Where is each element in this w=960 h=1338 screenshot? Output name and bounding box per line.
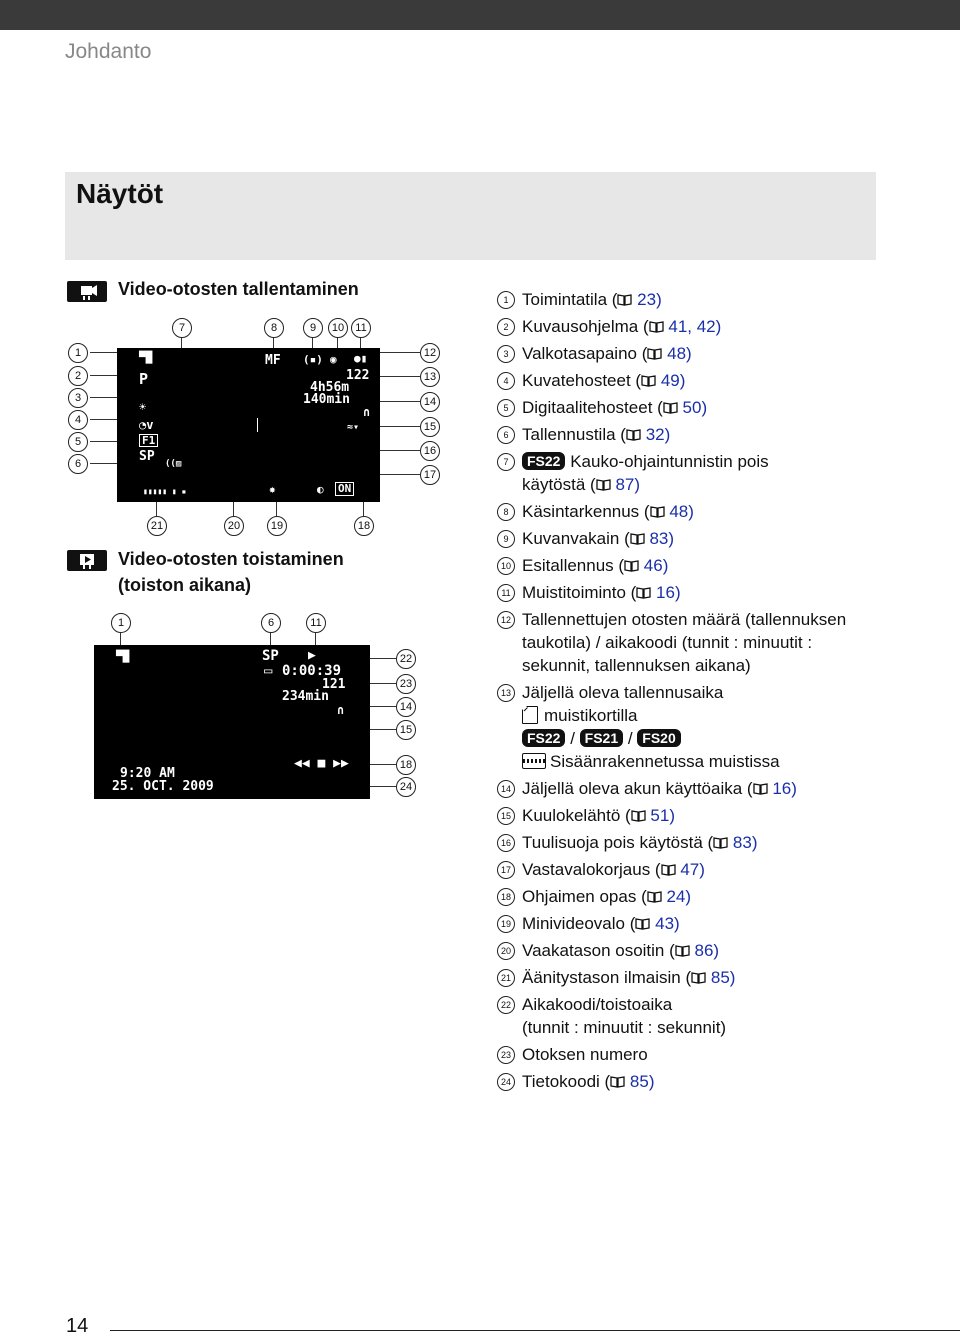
- callout-4: 4: [68, 410, 88, 430]
- page-ref[interactable]: 24): [666, 887, 692, 906]
- callout-21: 21: [147, 516, 167, 536]
- model-badge: FS21: [580, 729, 623, 747]
- pb-date: 25. OCT. 2009: [112, 779, 214, 794]
- digital-effect: F1: [139, 434, 158, 447]
- book-icon: [624, 560, 639, 572]
- legend-text: Otoksen numero: [522, 1045, 648, 1064]
- page-ref[interactable]: 43): [655, 914, 680, 933]
- memory-card-icon: [522, 706, 538, 724]
- page-ref[interactable]: 32): [645, 425, 671, 444]
- legend-number: 8: [497, 503, 515, 521]
- book-icon: [663, 402, 678, 414]
- callout-pb-6: 6: [261, 613, 281, 633]
- model-badge: FS20: [637, 729, 680, 747]
- audio-level-meter: ▮▮▮▮▮ ▮ ▪: [143, 487, 187, 496]
- model-badge: FS22: [522, 452, 565, 470]
- book-icon: [649, 321, 664, 333]
- legend-item: [497, 993, 897, 1039]
- pb-time: 9:20 AM: [120, 766, 175, 781]
- legend-text: Valkotasapaino (: [522, 344, 648, 363]
- book-icon: [635, 918, 650, 930]
- legend-text: Digitaalitehosteet (: [522, 398, 663, 417]
- legend-text: Tallennettujen otosten määrä (tallennuksen: [522, 610, 847, 629]
- legend-item: [497, 369, 897, 392]
- book-icon: [631, 810, 646, 822]
- page-ref[interactable]: 85): [629, 1072, 655, 1091]
- recording-mode: SP: [139, 449, 155, 464]
- legend-number: 19: [497, 915, 515, 933]
- callout-18: 18: [354, 516, 374, 536]
- legend-item: [497, 342, 897, 365]
- playback-screen: [94, 645, 370, 799]
- callout-10: 10: [328, 318, 348, 338]
- legend-item: [497, 581, 897, 604]
- legend-item: [497, 527, 897, 550]
- legend-item: [497, 777, 897, 800]
- legend-text-2: taukotila) / aikakoodi (tunnit : minuutit :: [522, 633, 813, 652]
- legend-item: [497, 500, 897, 523]
- legend-number: 22: [497, 996, 515, 1014]
- top-bar: [0, 0, 960, 30]
- legend-list: [497, 288, 897, 1097]
- callout-pb-18: 18: [396, 755, 416, 775]
- pb-recording-mode: SP: [262, 648, 279, 664]
- playback-mode-osd-icon: ▀█: [116, 650, 130, 663]
- legend-text: Käsintarkennus (: [522, 502, 650, 521]
- callout-8: 8: [264, 318, 284, 338]
- callout-17: 17: [420, 465, 440, 485]
- legend-text-2: (tunnit : minuutit : sekunnit): [522, 1018, 727, 1037]
- book-icon: [713, 837, 728, 849]
- card-text: muistikortilla: [544, 706, 638, 725]
- book-icon: [641, 375, 656, 387]
- page-ref[interactable]: 23): [637, 290, 662, 309]
- legend-text: Tietokoodi (: [522, 1072, 611, 1091]
- manual-focus: MF: [265, 353, 281, 368]
- legend-number: 10: [497, 557, 515, 575]
- callout-6: 6: [68, 454, 88, 474]
- legend-item: [497, 315, 897, 338]
- legend-item: [497, 1070, 897, 1093]
- legend-number: 2: [497, 318, 515, 336]
- callout-19: 19: [267, 516, 287, 536]
- legend-number: 17: [497, 861, 515, 879]
- legend-item: [497, 939, 897, 962]
- page-ref[interactable]: 85): [710, 968, 736, 987]
- legend-text: Ohjaimen opas (: [522, 887, 647, 906]
- stabilizer-icon: (▪): [303, 353, 323, 366]
- callout-pb-11: 11: [306, 613, 326, 633]
- legend-text: Kuvanvakain (: [522, 529, 630, 548]
- recording-program: P: [139, 370, 149, 388]
- legend-number: 20: [497, 942, 515, 960]
- legend-number: 11: [497, 584, 515, 602]
- page-ref[interactable]: 48): [669, 502, 694, 521]
- audio-status: ON: [335, 482, 354, 496]
- legend-item: [497, 423, 897, 446]
- remote-sensor-off-icon: ((▨: [165, 459, 182, 469]
- legend-number: 6: [497, 426, 515, 444]
- pb-battery: 234min: [282, 689, 329, 704]
- legend-number: 23: [497, 1046, 515, 1064]
- callout-11: 11: [351, 318, 371, 338]
- legend-number: 5: [497, 399, 515, 417]
- callout-15: 15: [420, 417, 440, 437]
- playback-heading-1: Video-otosten toistaminen: [118, 549, 344, 569]
- legend-text: Kuulokelähtö (: [522, 806, 631, 825]
- book-icon: [596, 479, 611, 491]
- legend-number: 21: [497, 969, 515, 987]
- recording-screen: [117, 348, 380, 502]
- legend-item: [497, 912, 897, 935]
- callout-14: 14: [420, 392, 440, 412]
- playback-heading-2: (toiston aikana): [118, 575, 252, 595]
- legend-text-3: sekunnit, tallennuksen aikana): [522, 656, 751, 675]
- camera-mode-osd-icon: ▀█: [139, 351, 153, 364]
- legend-text: Minivideovalo (: [522, 914, 636, 933]
- legend-item: 13 Jäljellä oleva tallennusaika muistikortilla FS22 / FS21 / FS20 Sisäänrakennetussa muistissa: [497, 681, 897, 773]
- callout-24: 24: [396, 777, 416, 797]
- callout-20: 20: [224, 516, 244, 536]
- section-title: Johdanto: [65, 40, 152, 63]
- page-ref[interactable]: 46): [643, 556, 669, 575]
- callout-13: 13: [420, 367, 440, 387]
- page-ref[interactable]: 47): [680, 860, 705, 879]
- image-effect-icon: ◔v: [139, 418, 154, 432]
- headphones-icon: ∩: [363, 405, 371, 419]
- page-ref[interactable]: 51): [650, 806, 675, 825]
- title-box: [65, 172, 876, 260]
- callout-pb-14: 14: [396, 697, 416, 717]
- recording-heading: Video-otosten tallentaminen: [118, 279, 359, 299]
- book-icon: [675, 945, 690, 957]
- legend-text: Kuvatehosteet (: [522, 371, 642, 390]
- pb-card-icon: ▭: [264, 663, 273, 679]
- legend-text: Vaakatason osoitin (: [522, 941, 675, 960]
- legend-text: Jäljellä oleva akun käyttöaika (: [522, 779, 753, 798]
- battery-remaining: 140min: [303, 392, 350, 407]
- page-number: 14: [66, 1315, 89, 1337]
- page-ref[interactable]: 83): [732, 833, 758, 852]
- legend-text: Toimintatila (: [522, 290, 618, 309]
- legend-item: [497, 288, 897, 311]
- page-ref[interactable]: 48): [667, 344, 692, 363]
- book-icon: [610, 1076, 625, 1088]
- page-ref[interactable]: 50): [682, 398, 708, 417]
- legend-number: 15: [497, 807, 515, 825]
- legend-item: [497, 450, 897, 496]
- book-icon: [647, 891, 662, 903]
- legend-text-2: käytöstä (: [522, 475, 596, 494]
- built-in-memory-icon: [522, 753, 546, 769]
- legend-item: [497, 885, 897, 908]
- callout-22: 22: [396, 649, 416, 669]
- legend-item: [497, 1043, 897, 1066]
- legend-text: Muistitoiminto (: [522, 583, 637, 602]
- legend-item: [497, 608, 897, 677]
- timecode: 0:00:39: [282, 663, 342, 679]
- callout-5: 5: [68, 432, 88, 452]
- legend-item: [497, 554, 897, 577]
- playback-mode-icon: [67, 550, 107, 571]
- page-ref[interactable]: 86): [694, 941, 720, 960]
- clip-count: 122: [346, 368, 370, 383]
- legend-text: Kuvausohjelma (: [522, 317, 649, 336]
- book-icon: [626, 429, 641, 441]
- legend-text: Vastavalokorjaus (: [522, 860, 661, 879]
- book-icon: [753, 783, 768, 795]
- book-icon: [617, 294, 632, 306]
- legend-text: Äänitystason ilmaisin (: [522, 968, 692, 987]
- page-ref[interactable]: 87): [615, 475, 641, 494]
- video-light-icon: ✸: [269, 483, 276, 496]
- callout-7: 7: [172, 318, 192, 338]
- legend-item: [497, 966, 897, 989]
- time-remaining: 4h56m: [310, 380, 350, 395]
- callout-pb-15: 15: [396, 720, 416, 740]
- white-balance-icon: ☀: [139, 400, 147, 414]
- legend-text: Tuulisuoja pois käytöstä (: [522, 833, 714, 852]
- memory-record-icon: ●▮: [354, 352, 368, 365]
- callout-3: 3: [68, 388, 88, 408]
- legend-number: 16: [497, 834, 515, 852]
- book-icon: [650, 506, 665, 518]
- page-title: Näytöt: [76, 178, 164, 209]
- legend-number: 7: [497, 453, 515, 471]
- page-ref[interactable]: 16): [772, 779, 797, 798]
- callout-1: 1: [68, 343, 88, 363]
- callout-pb-1: 1: [111, 613, 131, 633]
- legend-number: 18: [497, 888, 515, 906]
- page-ref[interactable]: 49): [660, 371, 686, 390]
- book-icon: [661, 864, 676, 876]
- model-badge: FS22: [522, 729, 565, 747]
- legend-item: [497, 858, 897, 881]
- legend-text: Kauko-ohjaintunnistin pois: [570, 452, 769, 471]
- footer-rule: [110, 1330, 960, 1331]
- joystick-guide-icon: ◐: [317, 483, 324, 496]
- page-ref[interactable]: 41, 42): [668, 317, 722, 336]
- legend-number: 12: [497, 611, 515, 629]
- callout-12: 12: [420, 343, 440, 363]
- playback-controls-guide: ◀◀ ■ ▶▶: [294, 756, 349, 771]
- legend-number: 14: [497, 780, 515, 798]
- legend-text: Jäljellä oleva tallennusaika: [522, 683, 724, 702]
- callout-9: 9: [303, 318, 323, 338]
- legend-number: 1: [497, 291, 515, 309]
- callout-2: 2: [68, 366, 88, 386]
- legend-text: Tallennustila (: [522, 425, 626, 444]
- page-ref[interactable]: 83): [649, 529, 675, 548]
- page-ref[interactable]: 16): [656, 583, 681, 602]
- legend-number: 3: [497, 345, 515, 363]
- callout-23: 23: [396, 674, 416, 694]
- play-icon: ▶: [308, 648, 316, 663]
- pre-record-icon: ◉: [330, 353, 337, 366]
- clip-number: 121: [322, 677, 346, 692]
- book-icon: [691, 972, 706, 984]
- legend-number: 9: [497, 530, 515, 548]
- book-icon: [647, 348, 662, 360]
- memory-text: Sisäänrakennetussa muistissa: [550, 752, 780, 771]
- level-marker: [257, 418, 258, 432]
- camera-mode-icon: [67, 281, 107, 302]
- legend-item: [497, 804, 897, 827]
- legend-number: 13: [497, 684, 515, 702]
- legend-text: Esitallennus (: [522, 556, 625, 575]
- legend-item: [497, 396, 897, 419]
- wind-screen-backlight-icons: ≈▾: [347, 422, 360, 433]
- legend-number: 4: [497, 372, 515, 390]
- callout-16: 16: [420, 441, 440, 461]
- book-icon: [630, 533, 645, 545]
- book-icon: [636, 587, 651, 599]
- legend-number: 24: [497, 1073, 515, 1091]
- legend-item: [497, 831, 897, 854]
- legend-text: Aikakoodi/toistoaika: [522, 995, 673, 1014]
- pb-headphones-icon: ∩: [337, 703, 345, 717]
